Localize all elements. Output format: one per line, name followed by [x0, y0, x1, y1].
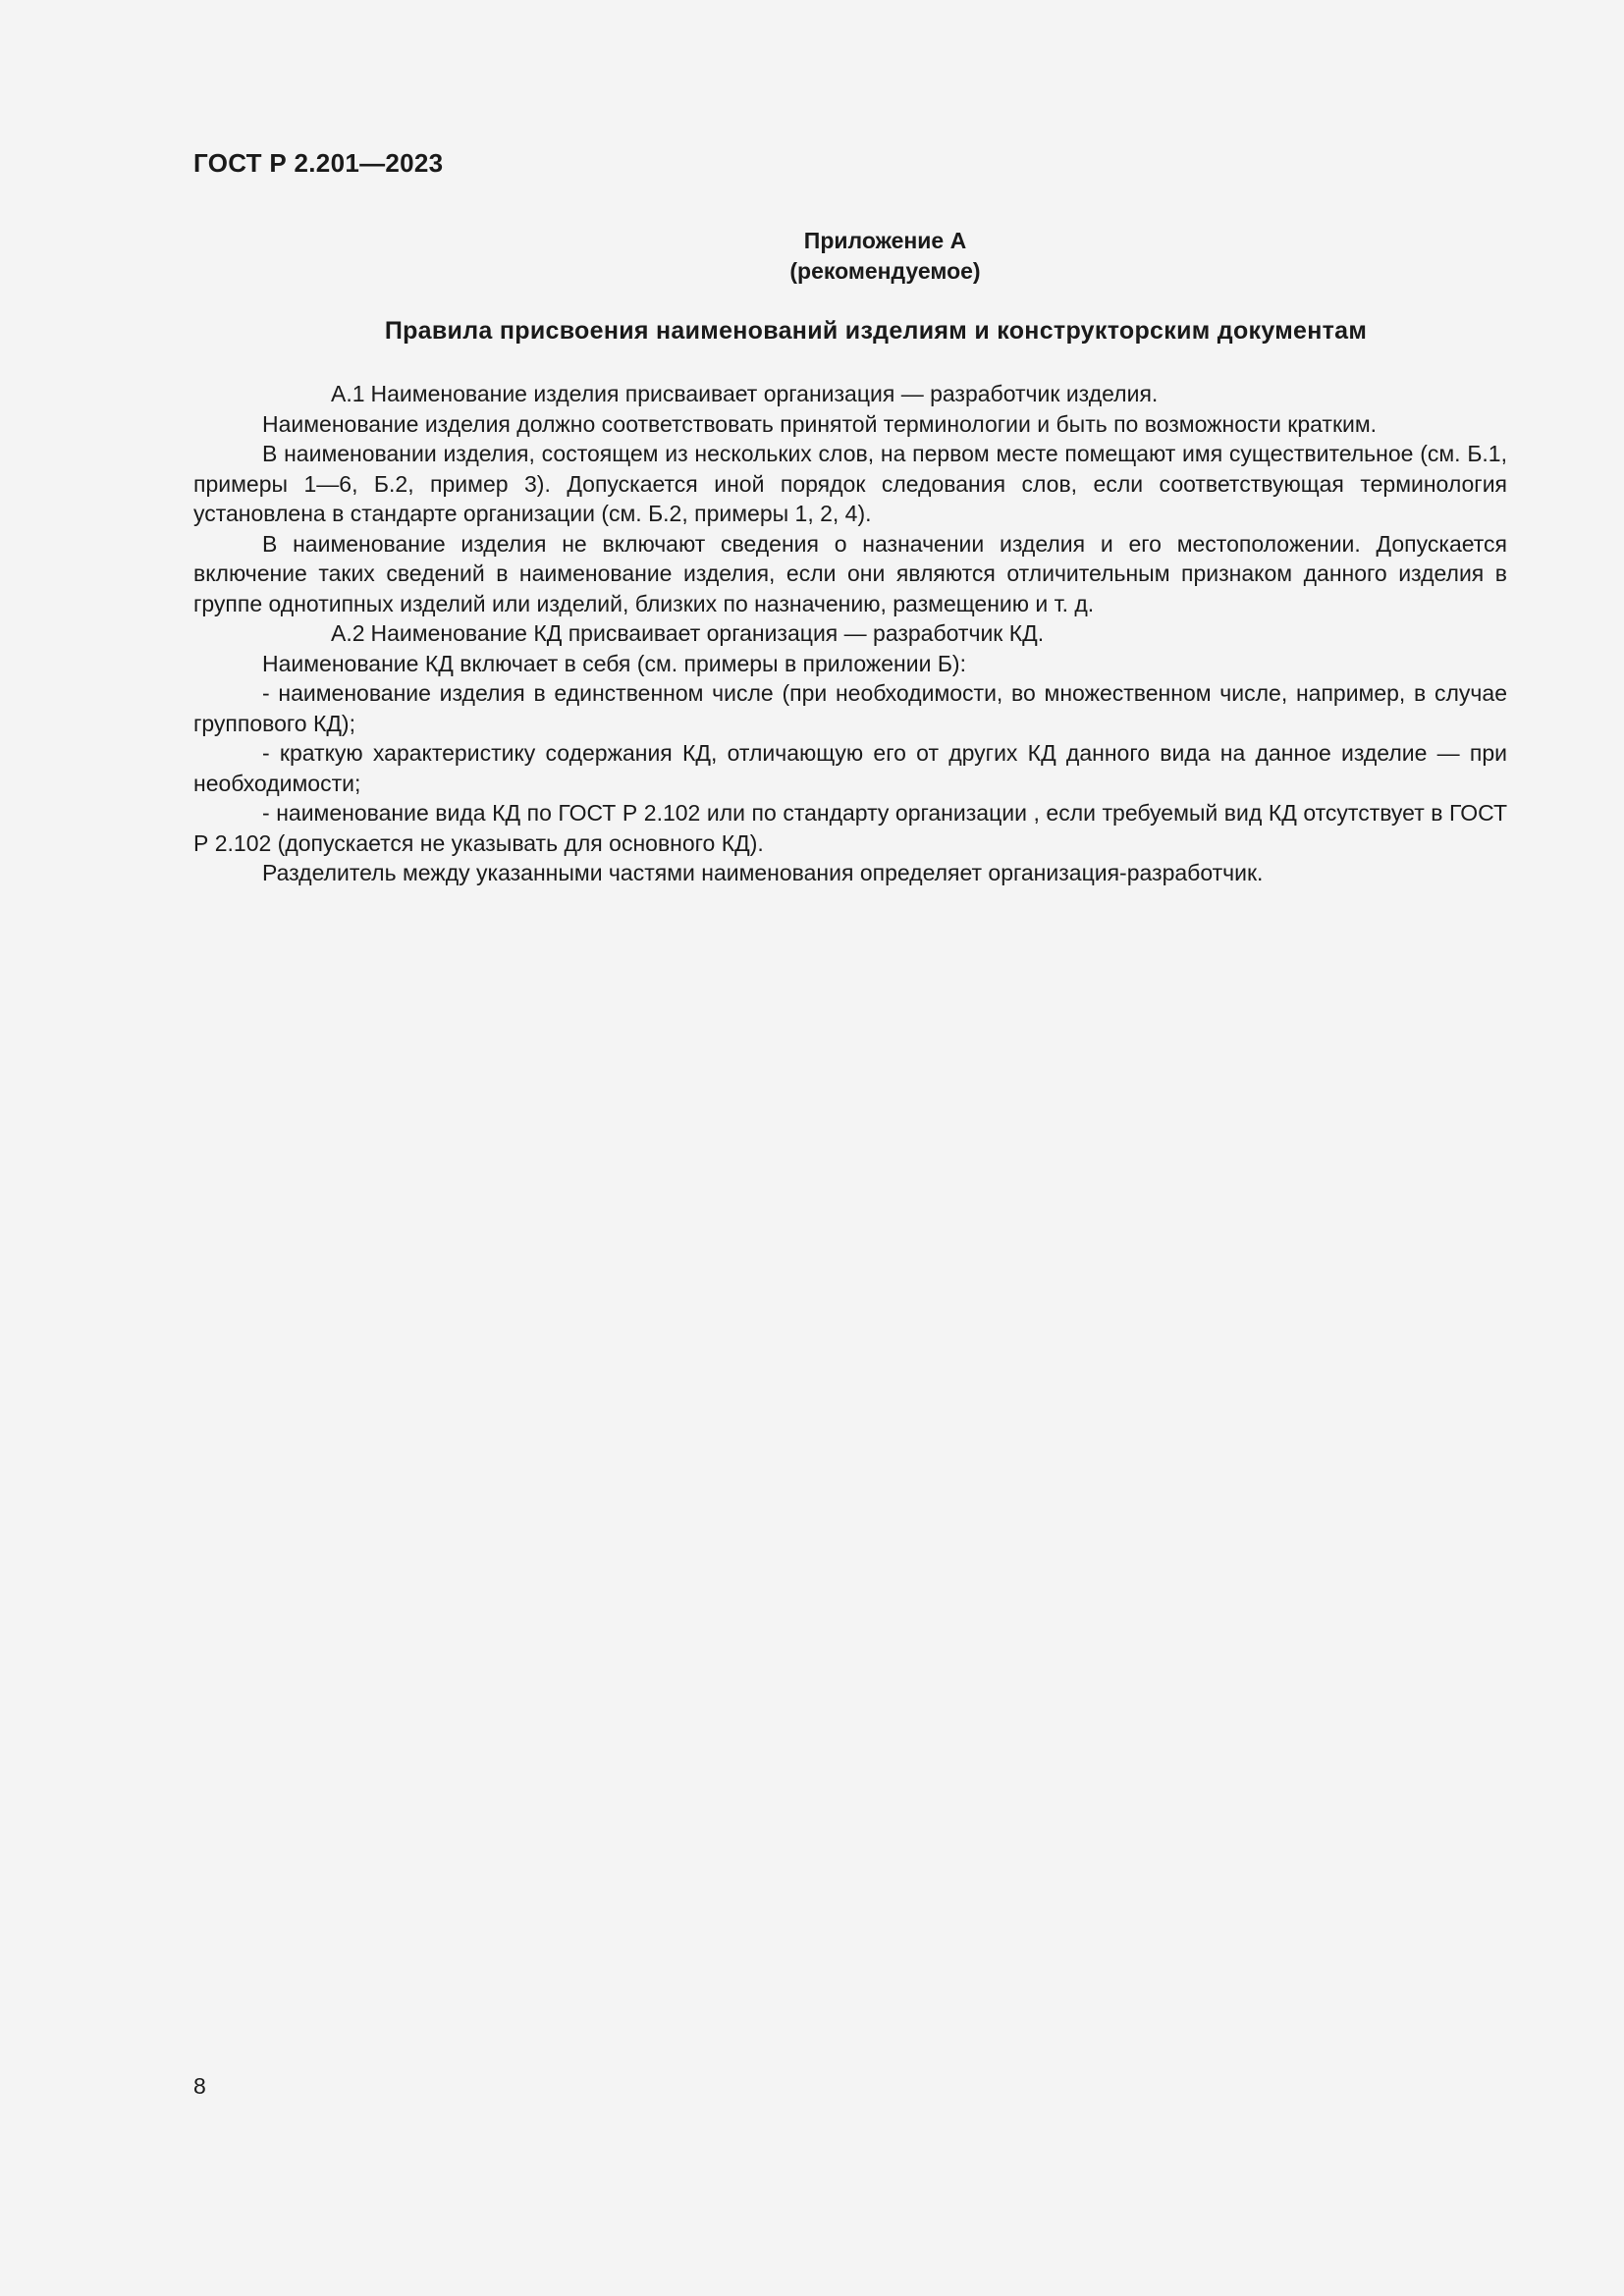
paragraph-text: В наименовании изделия, состоящем из нескольких слов, на первом месте помещают имя существительное (см. Б.1, примеры 1—6, Б.2, пример 3). Допускается иной порядок следования слов, если соответствующая терминология установлена в стандарте организации (см. Б.2, примеры 1, 2, 4). — [193, 441, 1507, 526]
paragraph-text: Наименование КД присваивает организация — разработчик КД. — [370, 620, 1045, 646]
list-item-text: - наименование изделия в единственном числе (при необходимости, во множественном числе, например, в случае группового КД); — [193, 680, 1507, 736]
body-text — [193, 379, 1507, 888]
document-code-header: ГОСТ Р 2.201—2023 — [193, 148, 444, 178]
list-item — [193, 738, 1507, 798]
section-title: Правила присвоения наименований изделиям и конструкторским документам — [384, 317, 1368, 345]
annex-title: Приложение А — [803, 228, 967, 253]
paragraph — [193, 439, 1507, 529]
annex-heading-block — [193, 226, 1509, 287]
page-number: 8 — [193, 2073, 206, 2099]
clause-number: А.2 — [331, 620, 365, 646]
paragraph-a1 — [193, 379, 1507, 409]
paragraph-text: Наименование КД включает в себя (см. примеры в приложении Б): — [262, 650, 966, 676]
clause-number: А.1 — [331, 381, 365, 406]
paragraph — [193, 649, 1507, 679]
paragraph-text: В наименование изделия не включают сведения о назначении изделия и его местоположении. Допускается включение таких сведений в наименование изделия, если они являются отличительным признаком данного изделия в группе однотипных изделий или изделий, близких по назначению, размещению и т. д. — [193, 530, 1507, 616]
paragraph-a2 — [193, 618, 1507, 649]
paragraph — [193, 409, 1507, 440]
paragraph-text: Наименование изделия должно соответствовать принятой терминологии и быть по возможности кратким. — [262, 410, 1378, 437]
list-item-text: - краткую характеристику содержания КД, отличающую его от других КД данного вида на данное изделие — при необходимости; — [193, 740, 1507, 796]
list-item-text: - наименование вида КД по ГОСТ Р 2.102 или по стандарту организации , если требуемый вид КД отсутствует в ГОСТ Р 2.102 (допускается не указывать для основного КД). — [193, 800, 1507, 856]
list-item — [193, 798, 1507, 858]
annex-status: (рекомендуемое) — [789, 258, 981, 284]
paragraph-text: Разделитель между указанными частями наименования определяет организация-разработчик. — [262, 860, 1264, 885]
paragraph-text: Наименование изделия присваивает организация — разработчик изделия. — [370, 381, 1159, 406]
paragraph — [193, 529, 1507, 619]
list-item — [193, 678, 1507, 738]
paragraph — [193, 858, 1507, 888]
